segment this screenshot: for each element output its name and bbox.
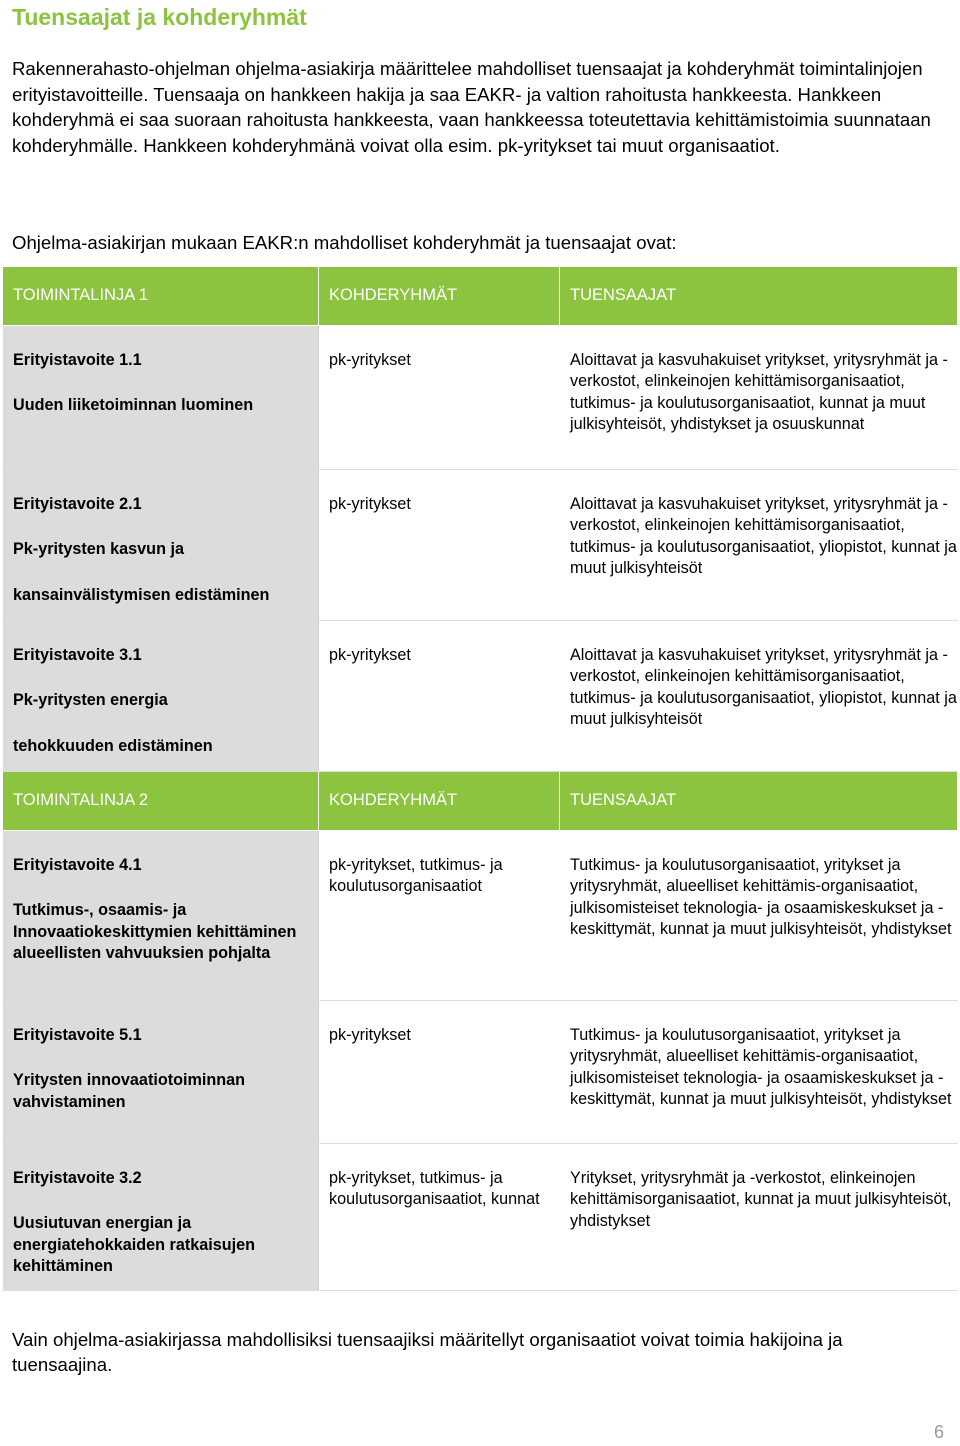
goal-number: Erityistavoite 3.1 xyxy=(13,646,142,664)
table-lead-text: Ohjelma-asiakirjan mukaan EAKR:n mahdolliset kohderyhmät ja tuensaajat ovat: xyxy=(12,232,677,253)
header-toimintalinja: TOIMINTALINJA 2 xyxy=(3,772,319,831)
beneficiaries-table xyxy=(2,266,958,1291)
table-row xyxy=(3,1144,958,1291)
header-tuensaajat: TUENSAAJAT xyxy=(560,772,958,831)
goal-cell xyxy=(3,1144,319,1291)
table-row xyxy=(3,470,958,621)
goal-cell xyxy=(3,1001,319,1144)
table-row xyxy=(3,1001,958,1144)
goal-name: Uuden liiketoiminnan luominen xyxy=(13,396,254,415)
header-kohderyhmat: KOHDERYHMÄT xyxy=(319,267,560,326)
beneficiaries-cell: Tutkimus- ja koulutusorganisaatiot, yritykset ja yritysryhmät, alueelliset kehittämis-organisaatiot, julkisomisteiset teknologia- ja osaamiskeskukset ja -keskittymät, kunnat ja muut julkisyhteisöt, yhdistykset xyxy=(560,1001,958,1144)
goal-cell xyxy=(3,621,319,772)
header-kohderyhmat: KOHDERYHMÄT xyxy=(319,772,560,831)
goal-name: Pk-yritysten energia xyxy=(13,691,168,710)
target-groups-cell: pk-yritykset, tutkimus- ja koulutusorganisaatiot, kunnat xyxy=(319,1144,560,1291)
header-tuensaajat: TUENSAAJAT xyxy=(560,267,958,326)
closing-paragraph: Vain ohjelma-asiakirjassa mahdollisiksi tuensaajiksi määritellyt organisaatiot voivat toimia hakijoina ja tuensaajina. xyxy=(12,1329,843,1375)
goal-name: Uusiutuvan energian ja energiatehokkaiden ratkaisujen kehittäminen xyxy=(13,1214,256,1275)
table-row xyxy=(3,831,958,1001)
goal-name: Yritysten innovaatiotoiminnan vahvistaminen xyxy=(13,1071,246,1111)
goal-cell xyxy=(3,326,319,470)
beneficiaries-cell: Aloittavat ja kasvuhakuiset yritykset, yritysryhmät ja -verkostot, elinkeinojen kehittämisorganisaatiot, tutkimus- ja koulutusorganisaatiot, yliopistot, kunnat ja muut julkisyhteisöt xyxy=(560,621,958,772)
goal-cell xyxy=(3,831,319,1001)
goal-name: tehokkuuden edistäminen xyxy=(13,736,213,755)
table-row xyxy=(3,621,958,772)
table-header-line-1 xyxy=(3,267,958,326)
goal-cell xyxy=(3,470,319,621)
goal-number: Erityistavoite 3.2 xyxy=(13,1169,142,1187)
header-toimintalinja: TOIMINTALINJA 1 xyxy=(3,267,319,326)
goal-name: Pk-yritysten kasvun ja xyxy=(13,540,184,559)
target-groups-cell: pk-yritykset xyxy=(319,470,560,621)
goal-number: Erityistavoite 5.1 xyxy=(13,1026,142,1044)
target-groups-cell: pk-yritykset, tutkimus- ja koulutusorganisaatiot xyxy=(319,831,560,1001)
beneficiaries-cell: Yritykset, yritysryhmät ja -verkostot, elinkeinojen kehittämisorganisaatiot, kunnat ja muut julkisyhteisöt, yhdistykset xyxy=(560,1144,958,1291)
intro-paragraph: Rakennerahasto-ohjelman ohjelma-asiakirja määrittelee mahdolliset tuensaajat ja kohderyhmät toimintalinjojen erityistavoitteille. Tuensaaja on hankkeen hakija ja saa EAKR- ja valtion rahoitusta hankkeesta. Hankkeen kohderyhmä ei saa suoraan rahoitusta hankkeesta, vaan hankkeessa toteutettavia kehittämistoimia suunnataan kohderyhmälle. Hankkeen kohderyhmänä voivat olla esim. pk-yritykset tai muut organisaatiot. xyxy=(12,58,931,156)
page-heading: Tuensaajat ja kohderyhmät xyxy=(12,4,307,30)
table-row xyxy=(3,326,958,470)
goal-name: Tutkimus-, osaamis- ja Innovaatiokeskittymien kehittäminen alueellisten vahvuuksien pohjalta xyxy=(13,901,297,962)
target-groups-cell: pk-yritykset xyxy=(319,1001,560,1144)
goal-name: kansainvälistymisen edistäminen xyxy=(13,585,270,604)
goal-number: Erityistavoite 2.1 xyxy=(13,495,142,513)
beneficiaries-cell: Aloittavat ja kasvuhakuiset yritykset, yritysryhmät ja -verkostot, elinkeinojen kehittämisorganisaatiot, tutkimus- ja koulutusorganisaatiot, yliopistot, kunnat ja muut julkisyhteisöt xyxy=(560,470,958,621)
goal-number: Erityistavoite 4.1 xyxy=(13,856,142,874)
goal-number: Erityistavoite 1.1 xyxy=(13,351,142,369)
beneficiaries-cell: Tutkimus- ja koulutusorganisaatiot, yritykset ja yritysryhmät, alueelliset kehittämis-organisaatiot, julkisomisteiset teknologia- ja osaamiskeskukset ja -keskittymät, kunnat ja muut julkisyhteisöt, yhdistykset xyxy=(560,831,958,1001)
page-number: 6 xyxy=(933,1422,944,1442)
table-header-line-2 xyxy=(3,772,958,831)
beneficiaries-cell: Aloittavat ja kasvuhakuiset yritykset, yritysryhmät ja -verkostot, elinkeinojen kehittämisorganisaatiot, tutkimus- ja koulutusorganisaatiot, kunnat ja muut julkisyhteisöt, yhdistykset ja osuuskunnat xyxy=(560,326,958,470)
target-groups-cell: pk-yritykset xyxy=(319,621,560,772)
target-groups-cell: pk-yritykset xyxy=(319,326,560,470)
